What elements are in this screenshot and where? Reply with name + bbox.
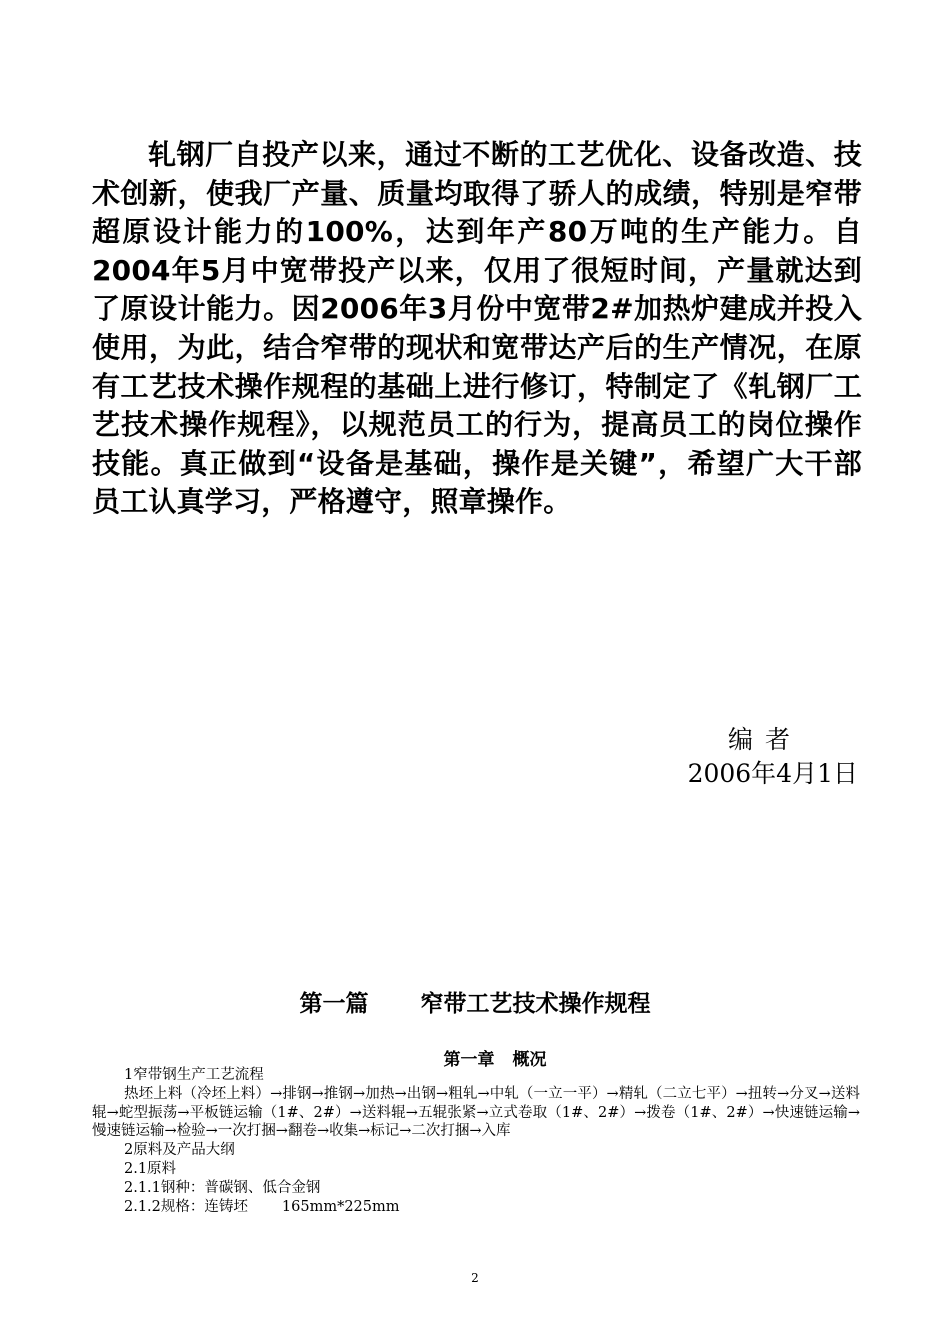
chapter-name: 概况 [512,1050,547,1070]
part-label: 第一篇 [299,991,369,1017]
section-heading: 1窄带钢生产工艺流程 [124,1067,264,1083]
subsection-heading: 2.1原料 [124,1160,177,1177]
chapter-body [92,1066,860,1216]
specification-label: 2.1.2规格：连铸坯 [124,1198,248,1215]
page-number: 2 [471,1271,479,1285]
editor-label: 编者 [727,725,802,754]
chapter-label: 第一章 [443,1050,495,1070]
steel-grade-line: 2.1.1钢种：普碳钢、低合金钢 [124,1179,321,1196]
process-flow-text: 热坯上料（冷坯上料）→排钢→推钢→加热→出钢→粗轧→中轧（一立一平）→精轧（二立七平）→扭转→分叉→送料辊→蛇型振荡→平板链运输（1#、2#）→送料辊→五辊张紧→立式卷取（1#、2#）→拨卷（1#、2#）→快速链运输→慢速链运输→检验→一次打捆→翻卷→收集→标记→二次打捆→入库 [92,1085,860,1140]
specification-value: 165mm*225mm [281,1198,400,1215]
part-title [0,985,950,1018]
foreword-paragraph: 轧钢厂自投产以来，通过不断的工艺优化、设备改造、技术创新，使我厂产量、质量均取得了骄人的成绩，特别是窄带超原设计能力的100%，达到年产80万吨的生产能力。自2004年5月中宽带投产以来，仅用了很短时间，产量就达到了原设计能力。因2006年3月份中宽带2#加热炉建成并投入使用，为此，结合窄带的现状和宽带达产后的生产情况，在原有工艺技术操作规程的基础上进行修订，特制定了《轧钢厂工艺技术操作规程》，以规范员工的行为，提高员工的岗位操作技能。真正做到“设备是基础，操作是关键”，希望广大干部员工认真学习，严格遵守，照章操作。 [92,138,862,519]
signature-date: 2006年4月1日 [687,759,858,788]
part-name: 窄带工艺技术操作规程 [420,991,651,1017]
signature-block [688,723,858,791]
specification-line [92,1198,860,1217]
section-heading: 2原料及产品大纲 [124,1142,235,1159]
